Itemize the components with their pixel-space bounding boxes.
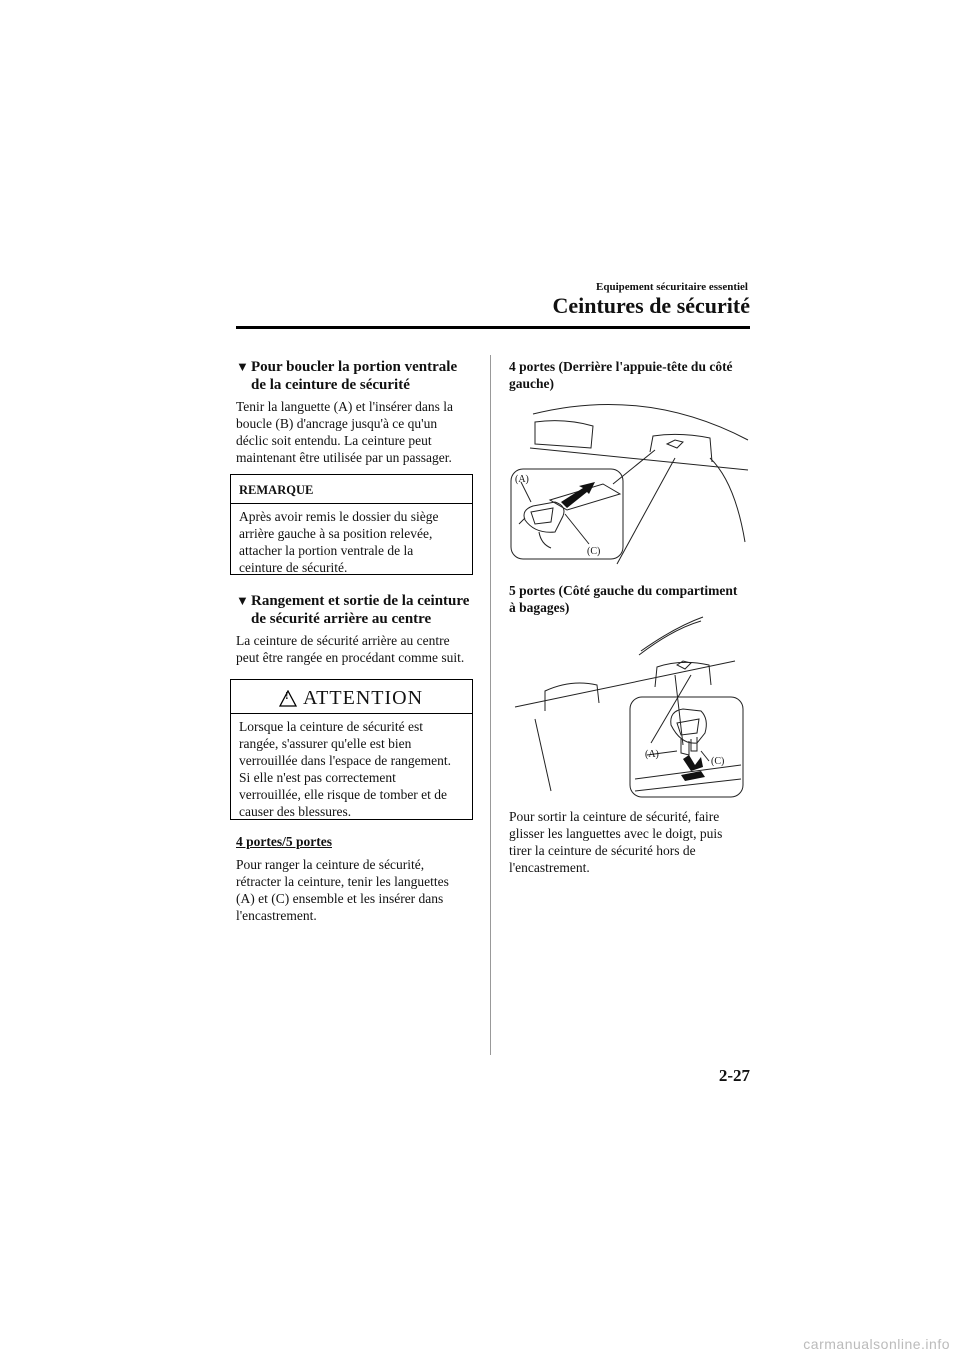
paragraph-buckle-instructions: Tenir la languette (A) et l'insérer dans la boucle (B) d'ancrage jusqu'à ce qu'un déclic soit entendu. La ceinture peut maintenant être utilisée par un passager.	[236, 399, 454, 465]
figure2-label-c: (C)	[711, 756, 725, 767]
note-text: Après avoir remis le dossier du siège arrière gauche à sa position relevée, attacher la portion ventrale de la ceinture de sécurité.	[239, 509, 439, 575]
attention-title: ATTENTION	[302, 687, 424, 709]
figure-4-doors-headrest	[505, 392, 750, 570]
triangle-down-icon: ▼	[236, 359, 249, 374]
header-rule	[236, 326, 750, 329]
section-label: Equipement sécuritaire essentiel	[596, 281, 748, 293]
note-title: REMARQUE	[239, 483, 314, 497]
heading-storage-center-belt: ▼ Rangement et sortie de la ceinture de sécurité arrière au centre	[236, 593, 470, 627]
figure1-label-c: (C)	[587, 546, 601, 557]
figure1-label-a: (A)	[515, 474, 529, 485]
paragraph-storage-intro: La ceinture de sécurité arrière au centre peut être rangée en procédant comme suit.	[236, 633, 465, 665]
caption-5-doors: 5 portes (Côté gauche du compartiment à bagages)	[509, 583, 738, 615]
paragraph-storage-steps: Pour ranger la ceinture de sécurité, rétracter la ceinture, tenir les languettes (A) et (C) ensemble et les insérer dans l'encastrement.	[236, 857, 449, 923]
caption-4-doors: 4 portes (Derrière l'appuie-tête du côté gauche)	[509, 359, 733, 391]
note-divider	[231, 503, 472, 504]
attention-box	[230, 679, 473, 820]
heading-buckle-lap-belt: ▼ Pour boucler la portion ventrale de la ceinture de sécurité	[236, 359, 458, 393]
attention-heading: ! ATTENTION	[279, 687, 425, 713]
footer-watermark: carmanualsonline.info	[803, 1336, 950, 1352]
attention-text: Lorsque la ceinture de sécurité est rangée, s'assurer qu'elle est bien verrouillée dans l'espace de rangement. Si elle n'est pas correctement verrouillée, elle risque de tomber et de causer des blessures.	[239, 719, 451, 819]
column-divider	[490, 355, 491, 1055]
subheading-4-5-doors: 4 portes/5 portes	[236, 834, 332, 849]
figure-5-doors-cargo	[505, 615, 750, 803]
paragraph-remove-belt: Pour sortir la ceinture de sécurité, faire glisser les languettes avec le doigt, puis tirer la ceinture de sécurité hors de l'encastrement.	[509, 809, 723, 875]
page-number: 2-27	[718, 1066, 750, 1085]
attention-divider	[231, 713, 472, 714]
page-title: Ceintures de sécurité	[552, 293, 750, 318]
triangle-down-icon: ▼	[236, 593, 249, 608]
figure2-label-a: (A)	[645, 749, 659, 760]
note-box	[230, 474, 473, 575]
